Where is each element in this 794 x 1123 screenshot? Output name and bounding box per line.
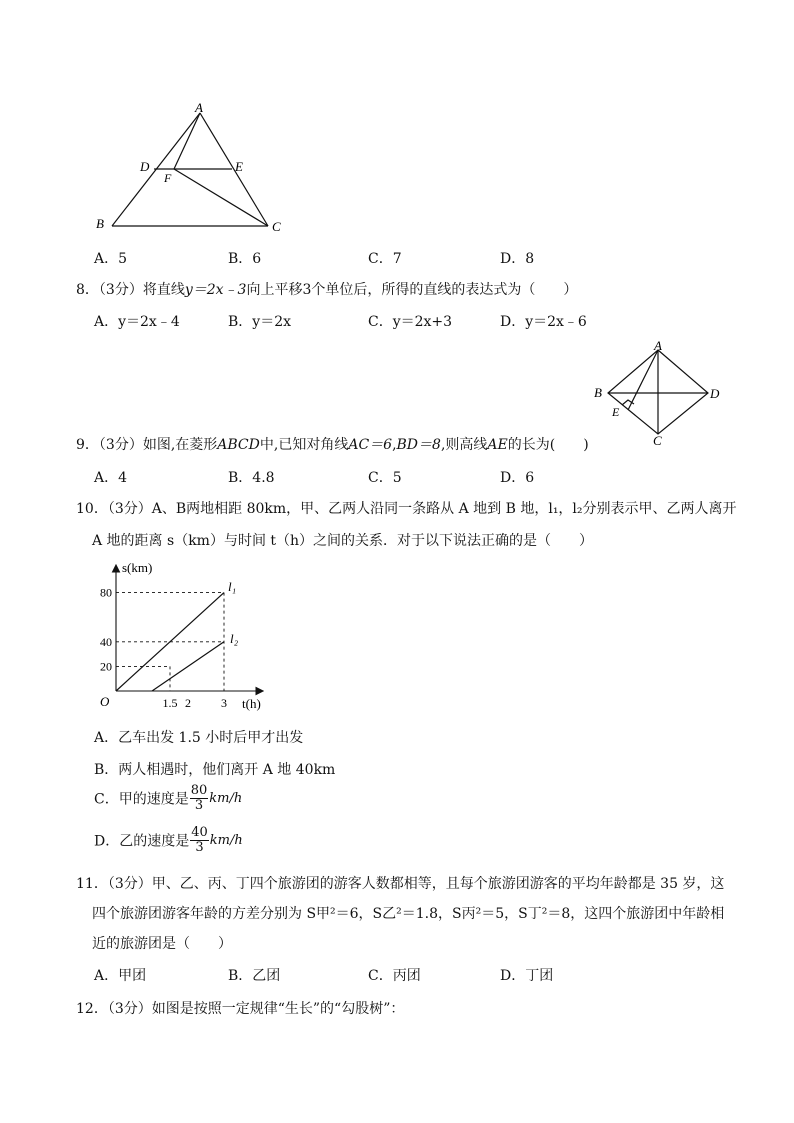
q9-rhombus-figure (590, 338, 730, 450)
q10-option-a[interactable]: A．乙车出发 1.5 小时后甲才出发 (94, 730, 304, 746)
q11-stem-line1: 11．（3分）甲、乙、丙、丁四个旅游团的游客人数都相等，且每个旅游团游客的平均年龄都是 35 岁，这 (76, 876, 725, 892)
q7-label-f: F (164, 171, 172, 185)
q10-stem-line1: 10．（3分）A、B两地相距 80km，甲、乙两人沿同一条路从 A 地到 B 地，l₁，l₂分别表示甲、乙两人离开 (76, 501, 737, 517)
q10-option-b[interactable]: B．两人相遇时，他们离开 A 地 40km (94, 762, 336, 778)
q7-option-d[interactable]: D．8 (500, 251, 535, 267)
q7-label-d: D (140, 159, 150, 174)
q9-label-c: C (653, 433, 662, 448)
q9-option-a[interactable]: A．4 (94, 470, 128, 486)
q8-option-d[interactable]: D．y＝2x﹣6 (500, 314, 587, 330)
q10-option-d-fraction: $\frac{40}{3}$ (191, 825, 208, 855)
q11-option-d[interactable]: D．丁团 (500, 968, 554, 984)
q9-label-b: B (594, 385, 602, 400)
q7-segment-fc (174, 169, 268, 226)
q10-chart (90, 558, 290, 718)
q9-stem: 9．（3分）如图,在菱形ABCD中,已知对角线AC＝6,BD＝8,则高线AE的长为( ) (76, 437, 589, 453)
q10-series-line-2 (152, 642, 224, 691)
q10-origin-label: O (100, 694, 110, 709)
q10-y-axis-label: s(km) (122, 560, 153, 575)
q7-label-c: C (272, 219, 281, 234)
q10-x-tick-3: 3 (221, 696, 227, 710)
q8-option-c[interactable]: C．y＝2x+3 (368, 314, 453, 330)
q7-label-e: E (235, 159, 243, 174)
q10-stem-line2: A 地的距离 s（km）与时间 t（h）之间的关系．对于以下说法正确的是（ ） (92, 533, 594, 549)
q10-option-c-fraction: $\frac{80}{3}$ (190, 783, 208, 813)
q10-x-tick-2: 2 (185, 696, 191, 710)
q7-label-a: A (195, 100, 203, 115)
q9-altitude-ae (628, 350, 658, 410)
q9-option-b[interactable]: B．4.8 (228, 470, 275, 486)
q7-option-b[interactable]: B．6 (228, 251, 262, 267)
q11-option-a[interactable]: A．甲团 (94, 968, 147, 984)
q9-label-e: E (612, 405, 620, 419)
q7-label-b: B (96, 216, 104, 231)
q7-triangle-figure (88, 98, 298, 238)
q10-y-tick-20: 20 (100, 659, 112, 674)
q9-option-c[interactable]: C．5 (368, 470, 402, 486)
q10-option-d[interactable]: D．乙的速度是 $\frac{40}{3}$ km/h (94, 825, 243, 855)
q10-x-axis-label: t(h) (242, 696, 261, 711)
q11-option-c[interactable]: C．丙团 (368, 968, 421, 984)
q11-stem-line3: 近的旅游团是（ ） (92, 936, 232, 952)
q8-stem: 8．（3分）将直线y＝2x﹣3向上平移3个单位后，所得的直线的表达式为（ ） (76, 282, 578, 298)
q10-series-label-l2: l₂ (230, 631, 239, 646)
q9-option-d[interactable]: D．6 (500, 470, 535, 486)
q12-stem-line1: 12．（3分）如图是按照一定规律“生长”的“勾股树”： (76, 1001, 405, 1017)
q9-label-a: A (654, 338, 662, 353)
q10-option-c[interactable]: C．甲的速度是 $\frac{80}{3}$ km/h (94, 783, 243, 813)
q11-option-b[interactable]: B．乙团 (228, 968, 281, 984)
q8-option-b[interactable]: B．y＝2x (228, 314, 291, 330)
q7-option-a[interactable]: A．5 (94, 251, 128, 267)
q11-stem-line2: 四个旅游团游客年龄的方差分别为 S甲²＝6，S乙²＝1.8，S丙²＝5，S丁²＝8，这四个旅游团中年龄相 (92, 906, 725, 922)
q8-option-a[interactable]: A．y＝2x﹣4 (94, 314, 180, 330)
q10-series-label-l1: l₁ (228, 579, 237, 594)
q10-y-tick-80: 80 (100, 585, 112, 600)
q7-option-c[interactable]: C．7 (368, 251, 402, 267)
q9-label-d: D (710, 386, 720, 401)
q10-x-tick-1-5: 1.5 (162, 696, 178, 710)
q10-y-tick-40: 40 (100, 634, 112, 649)
